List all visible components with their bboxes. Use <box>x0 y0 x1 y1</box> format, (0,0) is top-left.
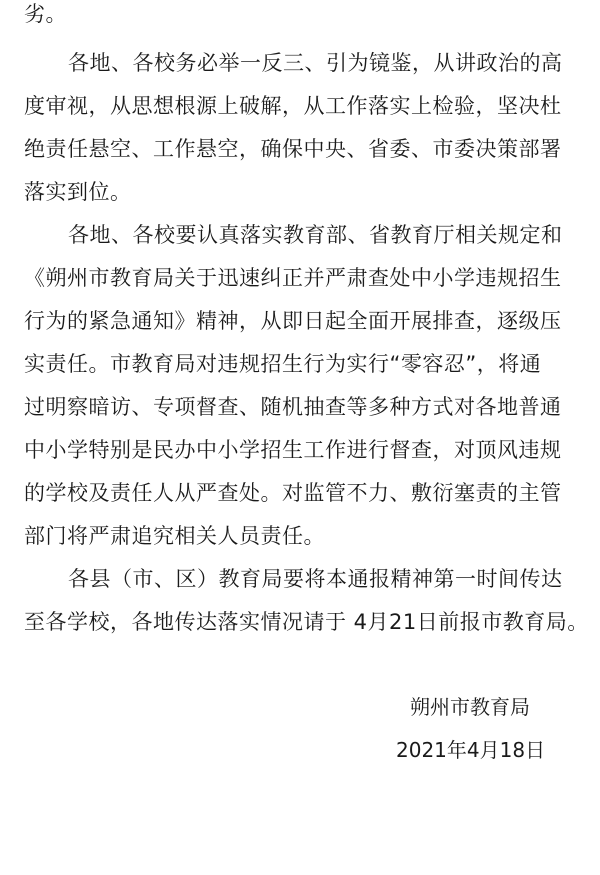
issue-date: 2021年4月18日 <box>396 738 546 762</box>
paragraph-1-line: 绝责任悬空、工作悬空，确保中央、省委、市委决策部署 <box>24 137 562 161</box>
paragraph-2-line: 部门将严肃追究相关人员责任。 <box>24 524 325 548</box>
paragraph-1-line: 度审视，从思想根源上破解，从工作落实上检验，坚决杜 <box>24 94 562 118</box>
paragraph-2-line: 《朔州市教育局关于迅速纠正并严肃查处中小学违规招生 <box>24 266 562 290</box>
paragraph-3-line: 各县（市、区）教育局要将本通报精神第一时间传达 <box>68 567 563 591</box>
paragraph-1-line: 各地、各校务必举一反三、引为镜鉴，从讲政治的高 <box>68 51 563 75</box>
paragraph-2-line: 中小学特别是民办中小学招生工作进行督查，对顶风违规 <box>24 438 562 462</box>
paragraph-fragment-line: 劣。 <box>24 2 67 26</box>
paragraph-3-line: 至各学校，各地传达落实情况请于 4月21日前报市教育局。 <box>24 610 589 634</box>
paragraph-2-line: 行为的紧急通知》精神，从即日起全面开展排查，逐级压 <box>24 309 562 333</box>
paragraph-2-line: 实责任。市教育局对违规招生行为实行“零容忍”，将通 <box>24 352 542 376</box>
paragraph-1-line: 落实到位。 <box>24 180 132 204</box>
paragraph-2-line: 的学校及责任人从严查处。对监管不力、敷衍塞责的主管 <box>24 481 562 505</box>
paragraph-2-line: 过明察暗访、专项督查、随机抽查等多种方式对各地普通 <box>24 395 562 419</box>
issuer-name: 朔州市教育局 <box>410 695 530 719</box>
paragraph-2-line: 各地、各校要认真落实教育部、省教育厅相关规定和 <box>68 223 563 247</box>
